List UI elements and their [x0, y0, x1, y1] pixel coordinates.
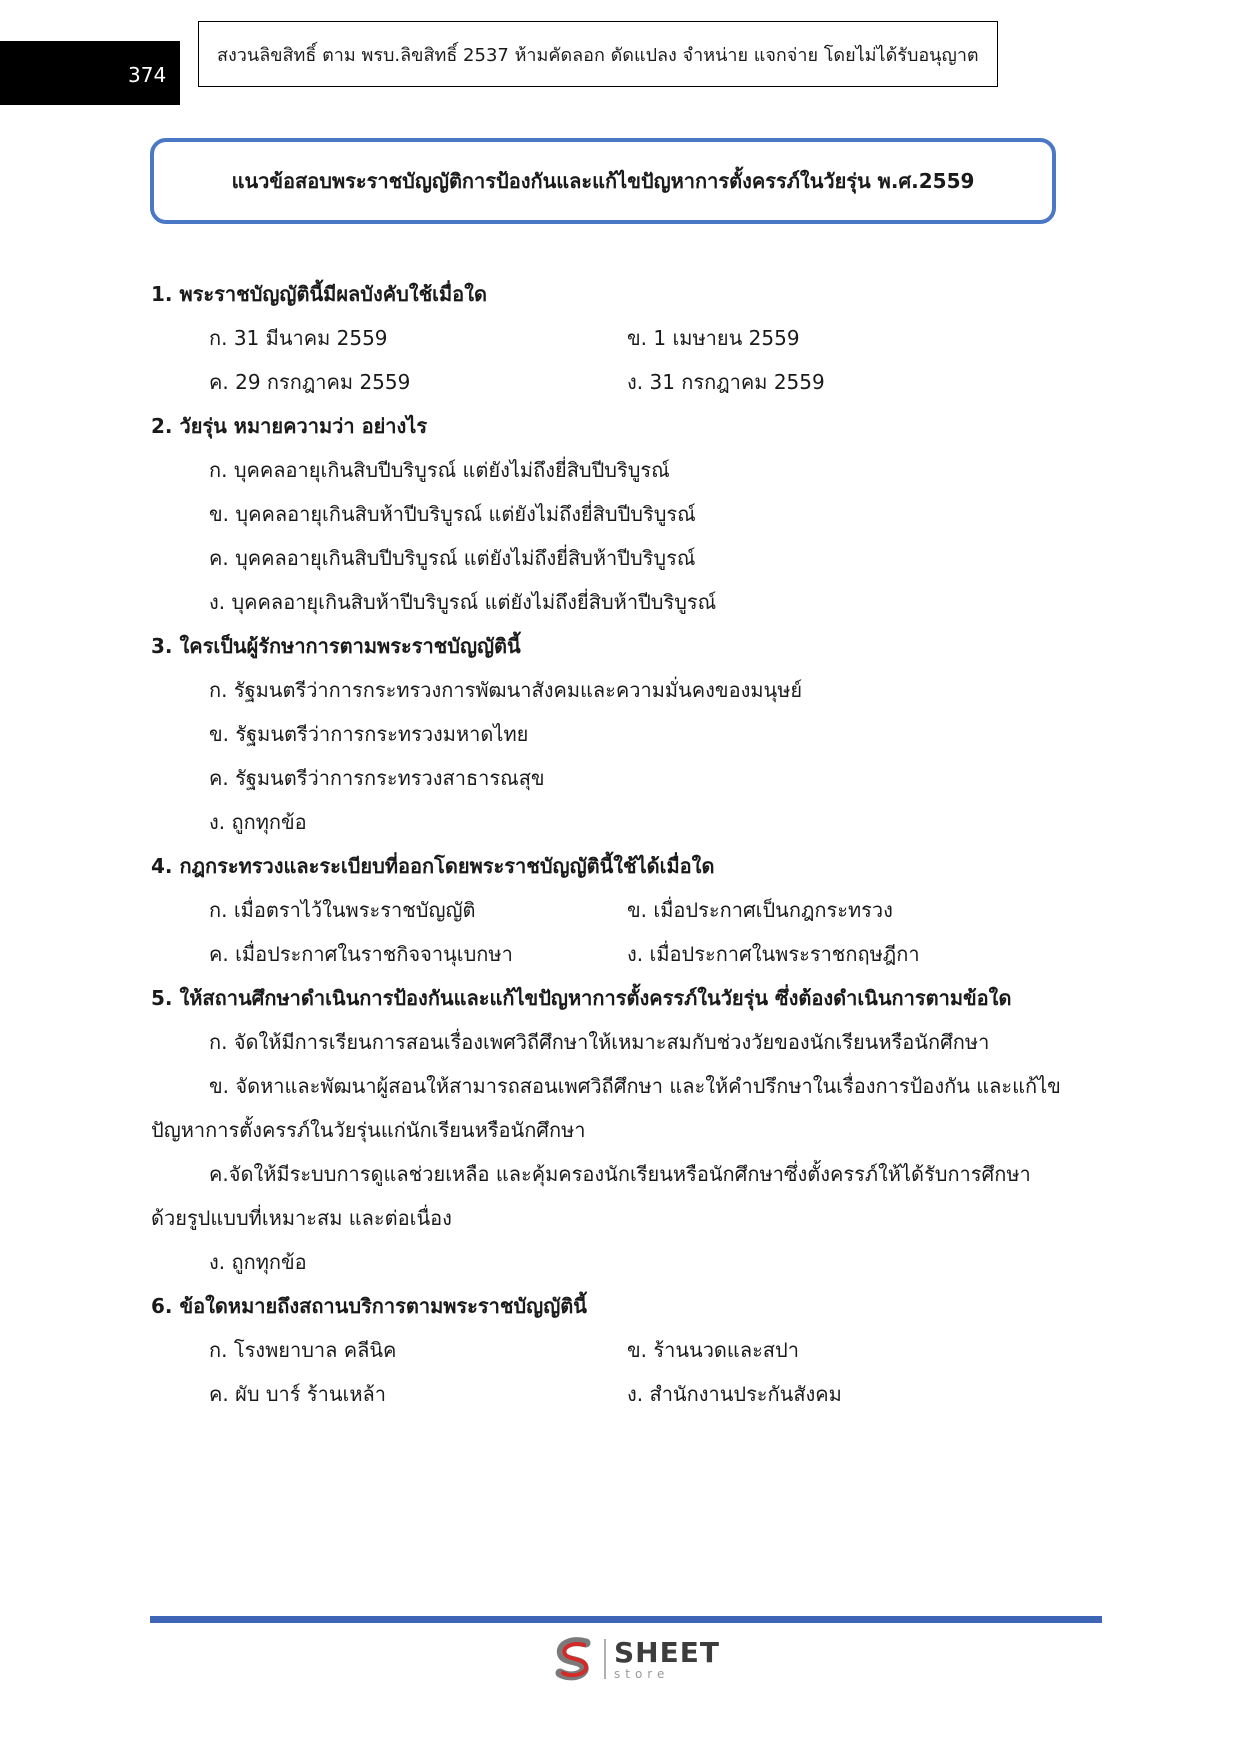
logo-separator	[604, 1639, 606, 1679]
copyright-text: สงวนลิขสิทธิ์ ตาม พรบ.ลิขสิทธิ์ 2537 ห้ามคัดลอก ดัดแปลง จำหน่าย แจกจ่าย โดยไม่ได้รับอนุญาต	[217, 44, 979, 66]
question-6-option-b: ข. ร้านนวดและสปา	[627, 1338, 799, 1362]
question-2-option-c: ค. บุคคลอายุเกินสิบปีบริบูรณ์ แต่ยังไม่ถึงยี่สิบห้าปีบริบูรณ์	[209, 546, 696, 570]
question-4-options-row-2	[151, 932, 1061, 976]
question-5-option-b: ข. จัดหาและพัฒนาผู้สอนให้สามารถสอนเพศวิถีศึกษา และให้คำปรึกษาในเรื่องการป้องกัน และแก้ไขปัญหาการตั้งครรภ์ในวัยรุ่นแก่นักเรียนหรือนักศึกษา	[151, 1074, 1061, 1142]
logo-title: SHEET	[614, 1635, 720, 1669]
question-1: 1. พระราชบัญญัตินี้มีผลบังคับใช้เมื่อใด	[151, 282, 487, 306]
question-3-option-b: ข. รัฐมนตรีว่าการกระทรวงมหาดไทย	[209, 722, 529, 746]
question-5-option-a: ก. จัดให้มีการเรียนการสอนเรื่องเพศวิถีศึกษาให้เหมาะสมกับช่วงวัยของนักเรียนหรือนักศึกษา	[209, 1030, 990, 1054]
question-6: 6. ข้อใดหมายถึงสถานบริการตามพระราชบัญญัตินี้	[151, 1294, 587, 1318]
question-5-option-d: ง. ถูกทุกข้อ	[209, 1250, 307, 1274]
question-6-option-d: ง. สำนักงานประกันสังคม	[627, 1382, 842, 1406]
question-4-option-a: ก. เมื่อตราไว้ในพระราชบัญญัติ	[209, 898, 476, 922]
question-2-option-b: ข. บุคคลอายุเกินสิบห้าปีบริบูรณ์ แต่ยังไม่ถึงยี่สิบปีบริบูรณ์	[209, 502, 696, 526]
question-3-option-d: ง. ถูกทุกข้อ	[209, 810, 307, 834]
question-6-options-row-2	[151, 1372, 1061, 1416]
sheet-store-logo	[550, 1633, 720, 1685]
question-1-options-row-2	[151, 360, 1061, 404]
copyright-notice	[198, 21, 998, 87]
question-5: 5. ให้สถานศึกษาดำเนินการป้องกันและแก้ไขปัญหาการตั้งครรภ์ในวัยรุ่น ซึ่งต้องดำเนินการตามข้อใด	[151, 986, 1012, 1010]
page-title: แนวข้อสอบพระราชบัญญัติการป้องกันและแก้ไขปัญหาการตั้งครรภ์ในวัยรุ่น พ.ศ.2559	[231, 169, 975, 193]
page-number-badge	[0, 41, 180, 105]
page-title-box	[150, 138, 1056, 224]
logo-wordmark	[614, 1635, 720, 1681]
question-5-option-c: ค.จัดให้มีระบบการดูแลช่วยเหลือ และคุ้มครองนักเรียนหรือนักศึกษาซึ่งตั้งครรภ์ให้ได้รับการศึกษาด้วยรูปแบบที่เหมาะสม และต่อเนื่อง	[151, 1162, 1031, 1230]
question-6-options-row-1	[151, 1328, 1061, 1372]
question-2: 2. วัยรุ่น หมายความว่า อย่างไร	[151, 414, 428, 438]
logo-subtitle: store	[614, 1666, 670, 1681]
question-4: 4. กฎกระทรวงและระเบียบที่ออกโดยพระราชบัญญัตินี้ใช้ได้เมื่อใด	[151, 854, 715, 878]
question-6-option-c: ค. ผับ บาร์ ร้านเหล้า	[209, 1382, 387, 1406]
question-3: 3. ใครเป็นผู้รักษาการตามพระราชบัญญัตินี้	[151, 634, 521, 658]
question-2-option-a: ก. บุคคลอายุเกินสิบปีบริบูรณ์ แต่ยังไม่ถึงยี่สิบปีบริบูรณ์	[209, 458, 670, 482]
footer-divider	[150, 1616, 1102, 1623]
question-2-option-d: ง. บุคคลอายุเกินสิบห้าปีบริบูรณ์ แต่ยังไม่ถึงยี่สิบห้าปีบริบูรณ์	[209, 590, 717, 614]
question-3-option-c: ค. รัฐมนตรีว่าการกระทรวงสาธารณสุข	[209, 766, 545, 790]
question-6-option-a: ก. โรงพยาบาล คลีนิค	[209, 1338, 397, 1362]
question-4-option-d: ง. เมื่อประกาศในพระราชกฤษฎีกา	[627, 942, 920, 966]
question-4-options-row-1	[151, 888, 1061, 932]
question-1-option-b: ข. 1 เมษายน 2559	[627, 326, 800, 350]
question-4-option-b: ข. เมื่อประกาศเป็นกฎกระทรวง	[627, 898, 893, 922]
question-1-option-a: ก. 31 มีนาคม 2559	[209, 326, 388, 350]
page-number: 374	[128, 63, 167, 87]
question-1-options-row-1	[151, 316, 1061, 360]
sheet-store-logo-icon	[550, 1635, 598, 1683]
question-1-option-d: ง. 31 กรกฎาคม 2559	[627, 370, 825, 394]
question-1-option-c: ค. 29 กรกฎาคม 2559	[209, 370, 411, 394]
question-3-option-a: ก. รัฐมนตรีว่าการกระทรวงการพัฒนาสังคมและความมั่นคงของมนุษย์	[209, 678, 803, 702]
question-4-option-c: ค. เมื่อประกาศในราชกิจจานุเบกษา	[209, 942, 513, 966]
question-list	[151, 272, 1061, 1416]
